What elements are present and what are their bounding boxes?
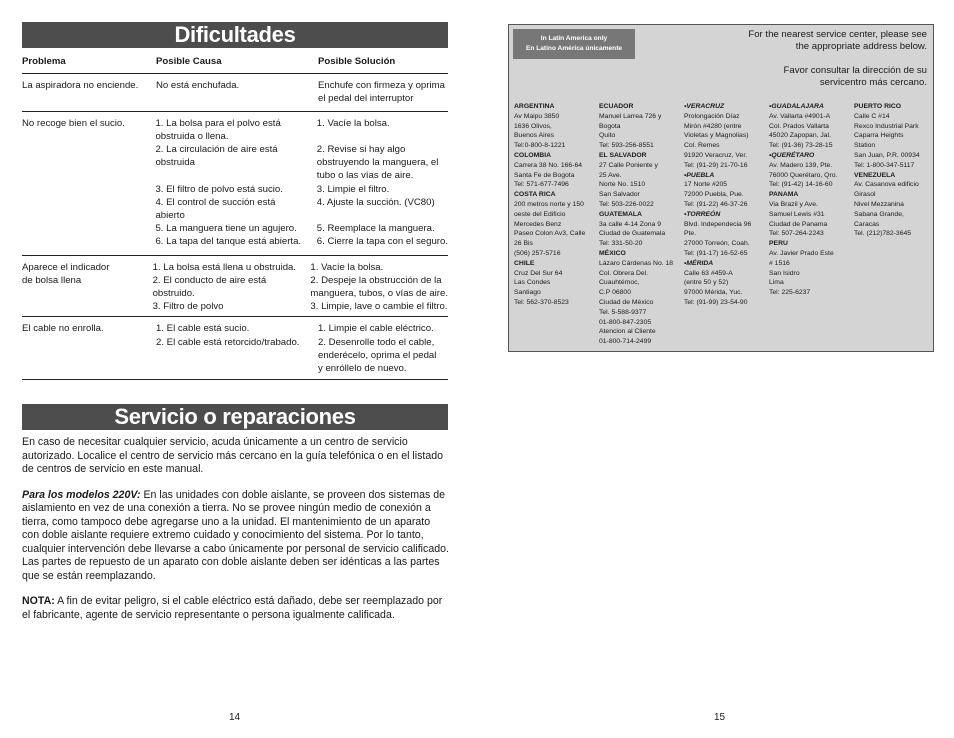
solution-item: [310, 274, 448, 300]
table-row: [22, 256, 448, 318]
spacer: [156, 349, 314, 362]
cause-item: [155, 143, 312, 183]
cause-text: 2. La circulación de aire está: [155, 144, 278, 156]
directory-entry: [684, 210, 768, 259]
country-name: •QUERÉTARO: [769, 151, 815, 159]
cause-text: 3. Filtro de polvo: [152, 301, 224, 313]
address-line: 27 Calle Poniente y: [599, 161, 658, 169]
cause-text: 4. El control de succión está: [155, 196, 276, 208]
address-line: San Salvador: [599, 191, 640, 199]
directory-entry: [769, 239, 853, 298]
address-line: Via Brazil y Ave.: [769, 200, 818, 208]
directory-entry: [854, 171, 934, 240]
address-line: Tel: (91-99) 23-54-90: [684, 298, 748, 306]
country-name: PERU: [769, 240, 788, 248]
address-line: Manuel Larrea 726 y: [599, 112, 662, 120]
address-line: Av. Casanova edificio: [854, 181, 919, 189]
directory-entry: [684, 259, 768, 308]
page-number-right: 15: [714, 712, 726, 723]
problem-cell: [22, 79, 156, 105]
solution-item: [318, 336, 448, 376]
address-line: 01-800-714-2499: [599, 338, 652, 346]
country-name: MÉXICO: [599, 249, 626, 257]
service-paragraph-2: [22, 489, 450, 584]
address-line: Cuauhtémoc,: [599, 279, 640, 287]
problem-text: El cable no enrolla.: [22, 323, 104, 335]
country-name: COSTA RICA: [514, 191, 556, 199]
model-220v-text: En las unidades con doble aislante, se proveen dos sistemas de aislamiento en vez de una conexión a tierra. No se provee ningún medio de conexión a tierra, como tampoco debe agregarse uno a la unidad. El mantenimiento de un aparato con doble aislante requiere extremo cuidado y conocimiento del sistema. Por lo tanto, cualquier intervención debe llevarse a cabo únicamente por personal de servicio calificado. Las partes de repuesto de un aparato con doble aislante deben ser idénticas a las partes que se están reemplazando.: [22, 488, 449, 582]
address-line: Col. Prados Vallarta: [769, 122, 829, 130]
directory-entry: [684, 171, 768, 210]
directory-entry: [514, 259, 596, 308]
directory-entry: [769, 102, 853, 151]
cause-text: 1. La bolsa está llena u obstruida.: [152, 261, 297, 273]
directory-column-3: [684, 102, 768, 308]
cause-item: [155, 183, 312, 196]
latin-label-en: In Latin America only: [540, 35, 608, 42]
solution-item: [317, 143, 448, 183]
address-line: Tel: 593-256-8551: [599, 142, 654, 150]
directory-entry: [599, 249, 683, 347]
solution-item: [318, 322, 448, 335]
solution-cell: [310, 261, 448, 314]
spacer: [317, 209, 448, 222]
address-line: Las Condes: [514, 279, 551, 287]
solution-cell: [318, 322, 448, 375]
address-line: Tel. 5-588-9377: [599, 308, 647, 316]
address-line: oeste del Edificio: [514, 210, 566, 218]
address-line: Santa Fe de Bogota: [514, 171, 575, 179]
right-page: [477, 0, 954, 738]
solution-text: y enróllelo de nuevo.: [318, 363, 407, 375]
address-line: Tel: (91-29) 21-70-16: [684, 161, 748, 169]
solution-text: 3. Limpie, lave o cambie el filtro.: [310, 301, 448, 313]
table-row: [22, 112, 448, 256]
address-line: Caparra Heights: [854, 132, 904, 140]
address-line: (506) 257-5716: [514, 249, 561, 257]
address-line: Nivel Mezzanina: [854, 200, 904, 208]
solution-item: [318, 79, 448, 105]
service-body: [22, 436, 450, 634]
solution-text: 1. Vacíe la bolsa.: [316, 117, 390, 129]
country-name: •GUADALAJARA: [769, 103, 824, 110]
directory-entry: [769, 190, 853, 239]
note-paragraph: [22, 595, 450, 622]
nearest-en-line-1: For the nearest service center, please see: [748, 29, 927, 40]
address-line: Tel: (91-42) 14-16-60: [769, 181, 833, 189]
spacer: [156, 362, 314, 375]
address-line: (entre 50 y 52): [684, 279, 729, 287]
address-line: Tel: 331-50-20: [599, 240, 643, 248]
address-line: Av. Vallarta #4901-A: [769, 112, 831, 120]
address-line: Tel: 225-6237: [769, 289, 811, 297]
solution-text: enderécelo, oprima el pedal: [318, 349, 437, 361]
solution-item: [317, 117, 448, 143]
country-name: •PUEBLA: [684, 171, 715, 179]
problem-cell: [22, 117, 155, 249]
header-cause: Posible Causa: [156, 56, 222, 67]
cause-text: 2. El cable está retorcido/trabado.: [156, 336, 300, 348]
address-line: 3a calle 4-14 Zona 9: [599, 220, 661, 228]
address-line: Cruz Del Sur 64: [514, 269, 563, 277]
country-name: •VERACRUZ: [684, 103, 725, 110]
cause-cell: [156, 322, 318, 375]
address-line: Carrera 38 No. 166-64: [514, 161, 583, 169]
solution-text: 6. Cierre la tapa con el seguro.: [316, 236, 448, 248]
directory-entry: [769, 151, 853, 190]
cause-item: [156, 336, 314, 376]
solution-cell: [318, 79, 448, 105]
directory-entry: [599, 102, 683, 151]
problem-text: Aparece el indicador: [22, 261, 110, 273]
problem-text: La aspiradora no enciende.: [22, 80, 139, 92]
cause-text: 6. La tapa del tanque está abierta.: [155, 236, 302, 248]
cause-text: 1. El cable está sucio.: [156, 323, 250, 335]
address-line: 27000 Torreón, Coah.: [684, 240, 750, 248]
address-line: 72000 Puebla, Pue.: [684, 191, 744, 199]
address-line: San Isidro: [769, 269, 800, 277]
address-line: 200 metros norte y 150: [514, 200, 584, 208]
spacer: [155, 169, 312, 182]
solution-text: obstruyendo la manguera, el: [316, 157, 439, 169]
address-line: Lima: [769, 279, 784, 287]
address-line: Mirón #4280 (entre: [684, 122, 742, 130]
nearest-service-note: [687, 29, 927, 89]
cause-text: obstruida: [155, 157, 195, 169]
latin-label-es: En Latino América únicamente: [525, 45, 623, 52]
solution-item: [310, 300, 448, 313]
solution-item: [317, 235, 448, 248]
cause-text: obstruida o llena.: [155, 130, 229, 142]
address-line: Girasol: [854, 191, 876, 199]
latin-america-label: [513, 29, 635, 59]
problem-text: No recoge bien el sucio.: [22, 117, 125, 129]
spacer: [156, 92, 314, 105]
cause-item: [153, 261, 307, 274]
country-name: GUATEMALA: [599, 210, 642, 218]
table-row: [22, 74, 448, 111]
address-line: Tel: (91-36) 73-28-15: [769, 142, 833, 150]
problem-cell: [22, 261, 153, 314]
address-line: Col. Obrera Del.: [599, 269, 649, 277]
cause-text: abierto: [155, 210, 185, 222]
service-center-panel: [508, 24, 934, 352]
page-number-left: 14: [229, 712, 241, 723]
address-line: Quito: [599, 132, 616, 140]
address-line: Tel: 503-226-0022: [599, 200, 654, 208]
address-line: San Juan, P.R. 00934: [854, 151, 920, 159]
address-line: 97000 Mérida, Yuc.: [684, 289, 743, 297]
directory-entry: [514, 151, 596, 190]
address-line: Ciudad de México: [599, 298, 654, 306]
solution-cell: [317, 117, 448, 249]
solution-item: [317, 222, 448, 235]
troubleshooting-title: Dificultades: [22, 22, 448, 48]
solution-text: 5. Reemplace la manguera.: [316, 223, 435, 235]
service-title: Servicio o reparaciones: [22, 404, 448, 430]
address-line: Tel: 507-264-2243: [769, 230, 824, 238]
address-line: Rexco Industrial Park: [854, 122, 919, 130]
country-name: ARGENTINA: [514, 103, 555, 110]
address-line: Norte No. 1510: [599, 181, 646, 189]
solution-text: tubo o las vías de aire.: [316, 170, 414, 182]
spacer: [317, 130, 448, 143]
address-line: Av. Madero 139, Pte.: [769, 161, 833, 169]
cause-text: 3. El filtro de polvo está sucio.: [155, 183, 283, 195]
address-line: Sabana Grande,: [854, 210, 904, 218]
solution-text: 2. Revise si hay algo: [316, 144, 406, 156]
country-name: ECUADOR: [599, 103, 634, 110]
table-header: [22, 50, 448, 74]
cause-text: obstruido.: [152, 288, 195, 300]
address-line: Lázaro Cárdenas No. 18: [599, 259, 674, 267]
address-line: Av Maipu 3850: [514, 112, 560, 120]
solution-item: [310, 261, 448, 274]
directory-entry: [514, 190, 596, 259]
nearest-es-line-1: Favor consultar la dirección de su: [783, 65, 927, 76]
address-line: # 1516: [769, 259, 790, 267]
solution-text: Enchufe con firmeza y oprima: [318, 80, 445, 92]
address-line: Tel: 1-800-347-5117: [854, 161, 915, 169]
solution-text: 2. Desenrolle todo el cable,: [318, 336, 435, 348]
cause-item: [156, 322, 314, 335]
solution-text: 4. Ajuste la succión. (VC80): [316, 196, 435, 208]
address-line: Blvd. Independecia 96: [684, 220, 752, 228]
address-line: Calle 63 #459-A: [684, 269, 733, 277]
directory-entry: [514, 102, 596, 151]
address-line: Ciudad de Guatemala: [599, 230, 666, 238]
address-line: Paseo Colon Av3, Calle: [514, 230, 586, 238]
cause-item: [155, 222, 312, 235]
solution-text: 1. Vacíe la bolsa.: [310, 261, 384, 273]
address-line: 26 Bis: [514, 240, 533, 248]
address-line: Caracas: [854, 220, 880, 228]
service-paragraph-1: En caso de necesitar cualquier servicio, acuda únicamente a un centro de servicio autorizado. Localice el centro de servicio más cercano en la guía telefónica o en el listado de centros de servicio en este manual.: [22, 436, 444, 475]
country-name: •TORREÓN: [684, 210, 721, 218]
address-line: Tel: (91-17) 16-52-65: [684, 249, 748, 257]
address-line: 45020 Zapopan, Jal.: [769, 132, 831, 140]
directory-column-4: [769, 102, 853, 298]
cause-text: 2. El conducto de aire está: [152, 274, 267, 286]
address-line: 91920 Veracruz, Ver.: [684, 151, 748, 159]
directory-column-5: [854, 102, 934, 239]
address-line: Tel. (212)782-3645: [854, 230, 912, 238]
problem-text: de bolsa llena: [22, 274, 82, 286]
address-line: Tel:0-800-8-1221: [514, 142, 566, 150]
country-name: •MÉRIDA: [684, 259, 714, 267]
note-lead: NOTA:: [22, 595, 55, 607]
address-line: Samuel Lewis #31: [769, 210, 825, 218]
nearest-en-line-2: the appropriate address below.: [795, 41, 927, 52]
address-line: C.P 06800: [599, 289, 631, 297]
address-line: Calle C #14: [854, 112, 890, 120]
address-line: Santiago: [514, 289, 541, 297]
cause-item: [155, 196, 312, 222]
cause-item: [155, 117, 312, 143]
note-text: A fin de evitar peligro, si el cable eléctrico está dañado, debe ser reemplazado por el fabricante, agente de servicio representante o persona igualmente calificada.: [22, 595, 443, 621]
country-name: PANAMA: [769, 191, 799, 199]
address-line: 17 Norte #205: [684, 181, 728, 189]
solution-text: manguera, tubos, o vías de aire.: [310, 288, 448, 300]
address-line: Av. Javier Prado Este: [769, 249, 834, 257]
solution-item: [317, 183, 448, 196]
address-line: 1636 Olivos,: [514, 122, 552, 130]
address-line: Buenos Aires: [514, 132, 555, 140]
cause-text: 1. La bolsa para el polvo está: [155, 117, 281, 129]
address-line: Violetas y Magnolias): [684, 132, 749, 140]
nearest-es-line-2: servicentro más cercano.: [819, 77, 927, 88]
address-line: Tel: 571-677-7496: [514, 181, 569, 189]
solution-text: 3. Limpie el filtro.: [316, 183, 390, 195]
address-line: Prolongación Díaz: [684, 112, 740, 120]
troubleshooting-table: [22, 50, 448, 380]
cause-cell: [156, 79, 318, 105]
address-line: 01-800-847-2305: [599, 318, 652, 326]
solution-item: [317, 196, 448, 222]
solution-text: el pedal del interruptor: [318, 93, 414, 105]
directory-column-2: [599, 102, 683, 347]
model-220v-lead: Para los modelos 220V:: [22, 488, 141, 501]
country-name: VENEZUELA: [854, 171, 896, 179]
cause-text: No está enchufada.: [156, 80, 240, 92]
directory-entry: [599, 210, 683, 249]
address-line: Mercedes Benz: [514, 220, 562, 228]
country-name: COLOMBIA: [514, 151, 552, 159]
cause-text: 5. La manguera tiene un agujero.: [155, 223, 297, 235]
problem-cell: [22, 322, 156, 375]
address-line: Tel: (91-22) 46-37-26: [684, 200, 748, 208]
directory-entry: [854, 102, 934, 171]
address-line: Bogota: [599, 122, 621, 130]
directory-entry: [684, 102, 768, 171]
country-name: PUERTO RICO: [854, 103, 902, 110]
address-line: Atencion al Cliente: [599, 328, 656, 336]
address-line: 25 Ave.: [599, 171, 622, 179]
address-line: Ciudad de Panama: [769, 220, 828, 228]
cause-item: [156, 79, 314, 105]
address-line: Pte.: [684, 230, 697, 238]
country-name: EL SALVADOR: [599, 151, 647, 159]
table-row: [22, 317, 448, 380]
solution-text: 1. Limpie el cable eléctrico.: [318, 323, 434, 335]
address-line: Col. Remes: [684, 142, 720, 150]
address-line: Tel: 562-370-8523: [514, 298, 569, 306]
directory-column-1: [514, 102, 596, 308]
cause-cell: [153, 261, 311, 314]
header-solution: Posible Solución: [318, 56, 396, 67]
cause-item: [155, 235, 312, 248]
solution-text: 2. Despeje la obstrucción de la: [310, 274, 442, 286]
country-name: CHILE: [514, 259, 535, 267]
address-line: Station: [854, 142, 876, 150]
directory-entry: [599, 151, 683, 210]
header-problem: Problema: [22, 56, 66, 67]
cause-item: [153, 300, 307, 313]
cause-item: [153, 274, 307, 300]
address-line: 76000 Querétaro, Qro.: [769, 171, 838, 179]
cause-cell: [155, 117, 316, 249]
